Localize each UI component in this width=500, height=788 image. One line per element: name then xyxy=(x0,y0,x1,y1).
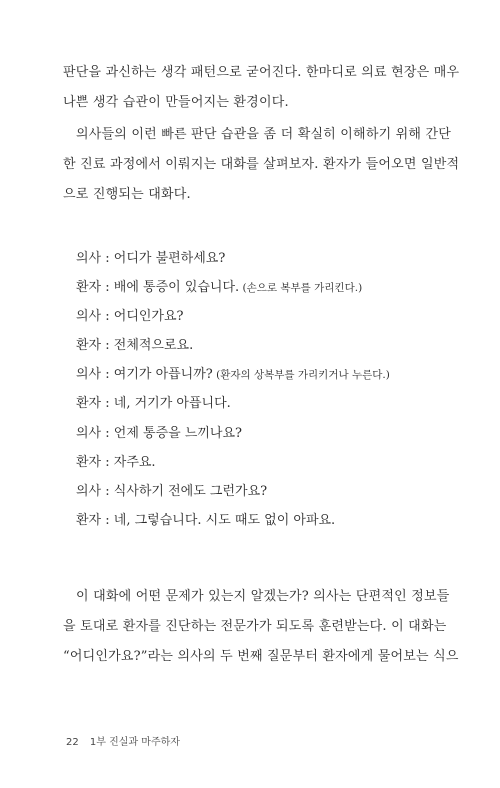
dialogue-line xyxy=(76,506,456,535)
paragraph-line: 의사들의 이런 빠른 판단 습관을 좀 더 확실히 이해하기 위해 간단 xyxy=(76,127,452,142)
paragraph-3 xyxy=(63,582,459,672)
paragraph-1 xyxy=(63,58,460,118)
dialogue-line xyxy=(76,273,456,302)
paragraph-line: 을 토대로 환자를 진단하는 전문가가 되도록 훈련받는다. 이 대화는 xyxy=(63,619,447,634)
dialogue-line xyxy=(76,244,456,273)
dialogue-line xyxy=(76,389,456,418)
dialogue-line xyxy=(76,302,456,331)
section-title: 1부 진실과 마주하자 xyxy=(89,737,180,748)
dialogue-text: 환자 : 네, 그렇습니다. 시도 때도 없이 아파요. xyxy=(76,512,336,528)
page-footer xyxy=(66,733,180,748)
dialogue-text: 환자 : 전체적으로요. xyxy=(76,338,194,354)
dialogue-note: (손으로 복부를 가리킨다.) xyxy=(239,282,363,295)
paragraph-line: 이 대화에 어떤 문제가 있는지 알겠는가? 의사는 단편적인 정보들 xyxy=(76,589,450,604)
paragraph-line: 으로 진행되는 대화다. xyxy=(63,187,191,202)
dialogue-text: 환자 : 네, 거기가 아픕니다. xyxy=(76,396,231,412)
dialogue-line xyxy=(76,419,456,448)
page-number: 22 xyxy=(66,737,79,748)
dialogue-text: 의사 : 어디인가요? xyxy=(76,309,184,325)
dialogue-note: (환자의 상복부를 가리키거나 누른다.) xyxy=(212,369,390,382)
dialogue-text: 의사 : 언제 통증을 느끼나요? xyxy=(76,425,243,441)
dialogue-text: 환자 : 자주요. xyxy=(76,454,156,470)
dialogue-text: 의사 : 여기가 아픕니까? xyxy=(76,367,213,383)
paragraph-line: 나쁜 생각 습관이 만들어지는 환경이다. xyxy=(63,95,289,110)
paragraph-line: 판단을 과신하는 생각 패턴으로 굳어진다. 한마디로 의료 현장은 매우 xyxy=(63,65,460,80)
dialogue-line xyxy=(76,477,456,506)
dialogue-line xyxy=(76,331,456,360)
paragraph-line: 한 진료 과정에서 이뤄지는 대화를 살펴보자. 환자가 들어오면 일반적 xyxy=(63,157,460,172)
dialogue-line xyxy=(76,360,456,389)
dialogue-line xyxy=(76,448,456,477)
dialogue-text: 의사 : 식사하기 전에도 그런가요? xyxy=(76,483,268,499)
paragraph-2 xyxy=(63,120,460,210)
paragraph-line: “어디인가요?”라는 의사의 두 번째 질문부터 환자에게 물어보는 식으 xyxy=(63,649,459,664)
dialogue-text: 환자 : 배에 통증이 있습니다. xyxy=(76,280,240,296)
dialogue-text: 의사 : 어디가 불편하세요? xyxy=(76,251,226,266)
dialogue-block xyxy=(76,244,456,535)
